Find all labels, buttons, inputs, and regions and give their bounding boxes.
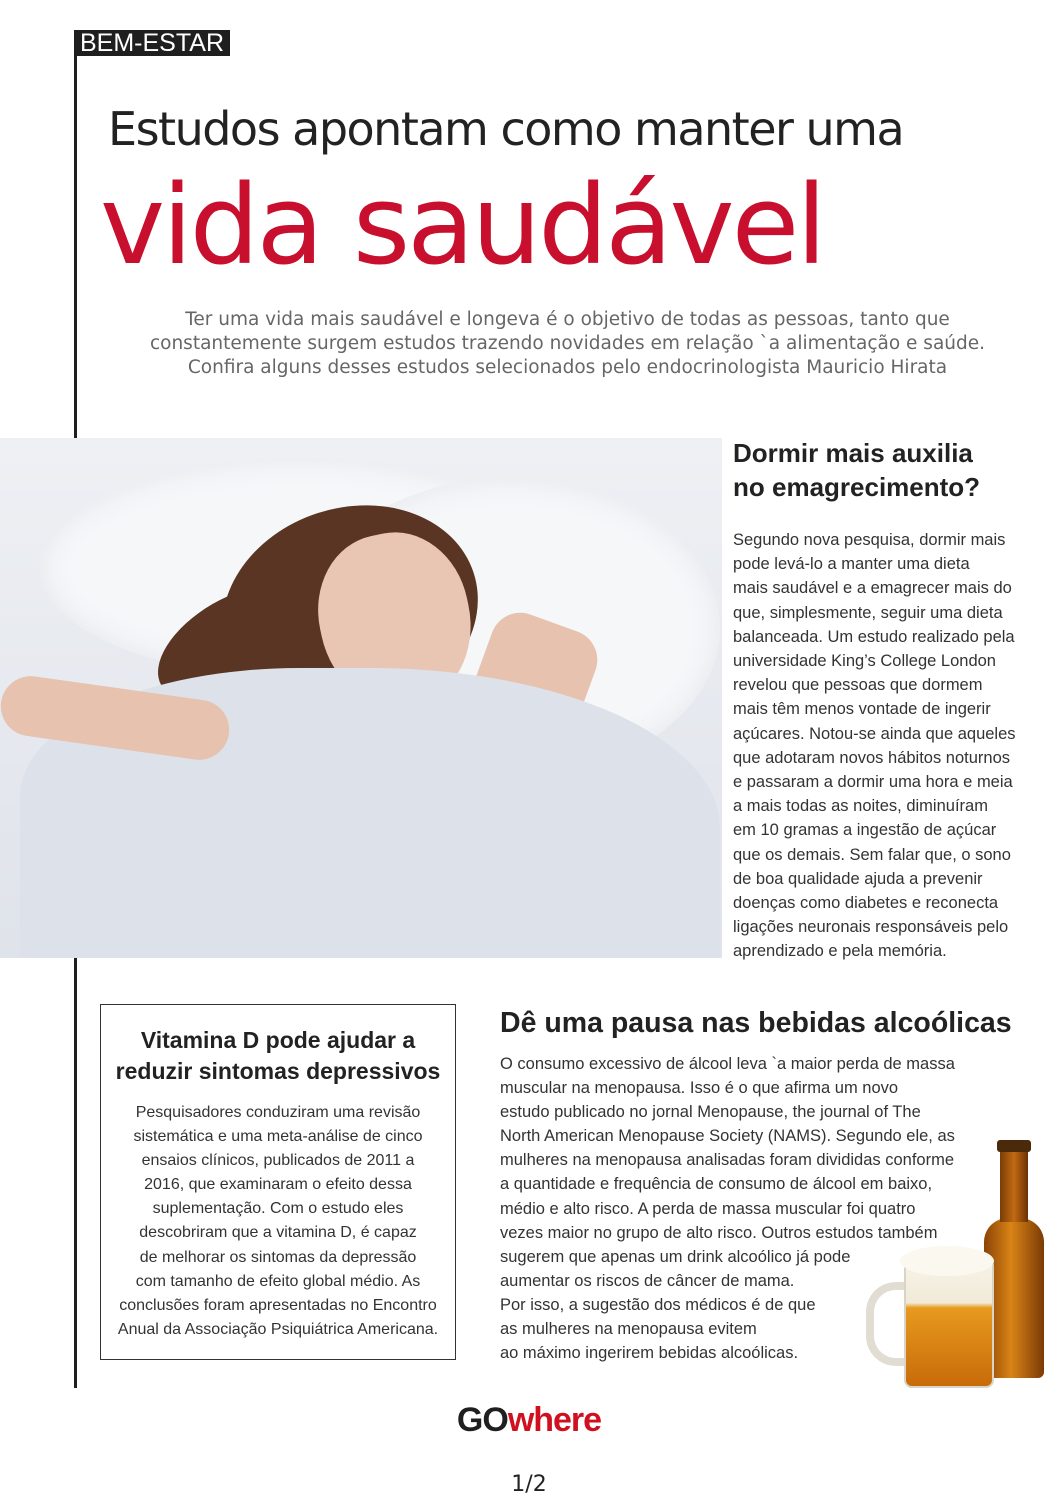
title-line: reduzir sintomas depressivos [115, 1058, 441, 1084]
title-line: Vitamina D pode ajudar a [140, 1027, 416, 1053]
body-line: em 10 gramas a ingestão de açúcar [733, 821, 997, 840]
body-line: Anual da Associação Psiquiátrica Americana. [117, 1320, 439, 1338]
body-line: açúcares. Notou-se ainda que aqueles [733, 724, 1016, 743]
sleep-article-title [733, 436, 1043, 504]
body-line: com tamanho de efeito global médio. As [135, 1272, 421, 1290]
vitamin-d-body [101, 1101, 455, 1342]
body-line: que os demais. Sem falar que, o sono [733, 845, 1011, 864]
body-line: e passaram a dormir uma hora e meia [733, 773, 1013, 792]
title-line: no emagrecimento? [733, 472, 981, 502]
body-line: ao máximo ingerirem bebidas alcoólicas. [500, 1344, 799, 1363]
body-line: a quantidade e frequência de consumo de álcool em baixo, [500, 1175, 933, 1194]
body-line: O consumo excessivo de álcool leva `a maior perda de massa [500, 1055, 955, 1073]
vitamin-d-title [101, 1025, 455, 1087]
page-number: 1/2 [511, 1472, 547, 1497]
headline-line-1: Estudos apontam como manter uma [108, 102, 904, 156]
body-line: conclusões foram apresentadas no Encontro [119, 1296, 437, 1314]
body-line: balanceada. Um estudo realizado pela [733, 627, 1015, 646]
body-line: universidade King’s College London [733, 652, 996, 671]
bottle-cap [997, 1140, 1031, 1152]
body-line: a mais todas as noites, diminuíram [733, 797, 988, 816]
body-line: que adotaram novos hábitos noturnos [733, 748, 1011, 767]
body-line: North American Menopause Society (NAMS). Segundo ele, as [500, 1127, 955, 1146]
body-line: aumentar os riscos de câncer de mama. [500, 1271, 795, 1290]
body-line: estudo publicado no jornal Menopause, the journal of The [500, 1103, 921, 1122]
body-line: suplementação. Com o estudo eles [152, 1200, 404, 1218]
body-line: sugerem que apenas um drink alcoólico já pode [500, 1247, 851, 1266]
title-line: Dormir mais auxilia [733, 438, 973, 468]
intro-line: constantemente surgem estudos trazendo novidades em relação `a alimentação e saúde. [149, 333, 986, 354]
vitamin-d-box [100, 1004, 456, 1360]
body-line: mulheres na menopausa analisadas foram divididas conforme [500, 1151, 954, 1170]
section-tag: BEM-ESTAR [74, 30, 230, 56]
body-line: Por isso, a sugestão dos médicos é de que [500, 1295, 816, 1314]
headline-line-2: vida saudável [100, 161, 824, 289]
bottle-neck [1000, 1142, 1028, 1222]
body-line: ensaios clínicos, publicados de 2011 a [141, 1152, 415, 1170]
body-line: ligações neuronais responsáveis pelo [733, 918, 1009, 937]
brand-part-go: GO [456, 1401, 508, 1439]
sleep-article-body [733, 528, 1033, 964]
body-line: 2016, que examinaram o efeito dessa [144, 1176, 412, 1194]
body-line: vezes maior no grupo de alto risco. Outros estudos também [500, 1223, 938, 1242]
body-line: de melhorar os sintomas da depressão [139, 1248, 417, 1266]
beer-foam [900, 1246, 994, 1276]
intro-line: Ter uma vida mais saudável e longeva é o objetivo de todas as pessoas, tanto que [185, 309, 950, 330]
body-line: as mulheres na menopausa evitem [500, 1320, 757, 1339]
body-line: mais têm menos vontade de ingerir [733, 700, 991, 719]
sleeping-woman-photo [0, 438, 722, 958]
alcohol-article-title: Dê uma pausa nas bebidas alcoólicas [500, 1007, 1012, 1039]
body-line: doenças como diabetes e reconecta [733, 894, 999, 913]
body-line: muscular na menopausa. Isso é o que afirma um novo [500, 1079, 899, 1098]
body-line: aprendizado e pela memória. [733, 942, 947, 961]
intro-line: Confira alguns desses estudos selecionados pelo endocrinologista Mauricio Hirata [187, 357, 948, 378]
body-line: Pesquisadores conduziram uma revisão [135, 1104, 421, 1121]
body-line: descobriram que a vitamina D, é capaz [139, 1224, 417, 1242]
body-line: de boa qualidade ajuda a prevenir [733, 869, 983, 888]
brand-part-where: where [507, 1401, 602, 1439]
body-line: revelou que pessoas que dormem [733, 676, 983, 695]
body-line: médio e alto risco. A perda de massa muscular foi quatro [500, 1199, 916, 1218]
body-line: sistemática e uma meta-análise de cinco [133, 1128, 423, 1146]
body-line: pode levá-lo a manter uma dieta [733, 555, 970, 574]
beer-mug-icon [904, 1258, 994, 1388]
body-line: que, simplesmente, seguir uma dieta [733, 603, 1003, 622]
body-line: mais saudável e a emagrecer mais do [733, 579, 1012, 598]
brand-logo [0, 1398, 1058, 1442]
intro-paragraph [100, 308, 1035, 380]
body-line: Segundo nova pesquisa, dormir mais [733, 531, 1006, 549]
